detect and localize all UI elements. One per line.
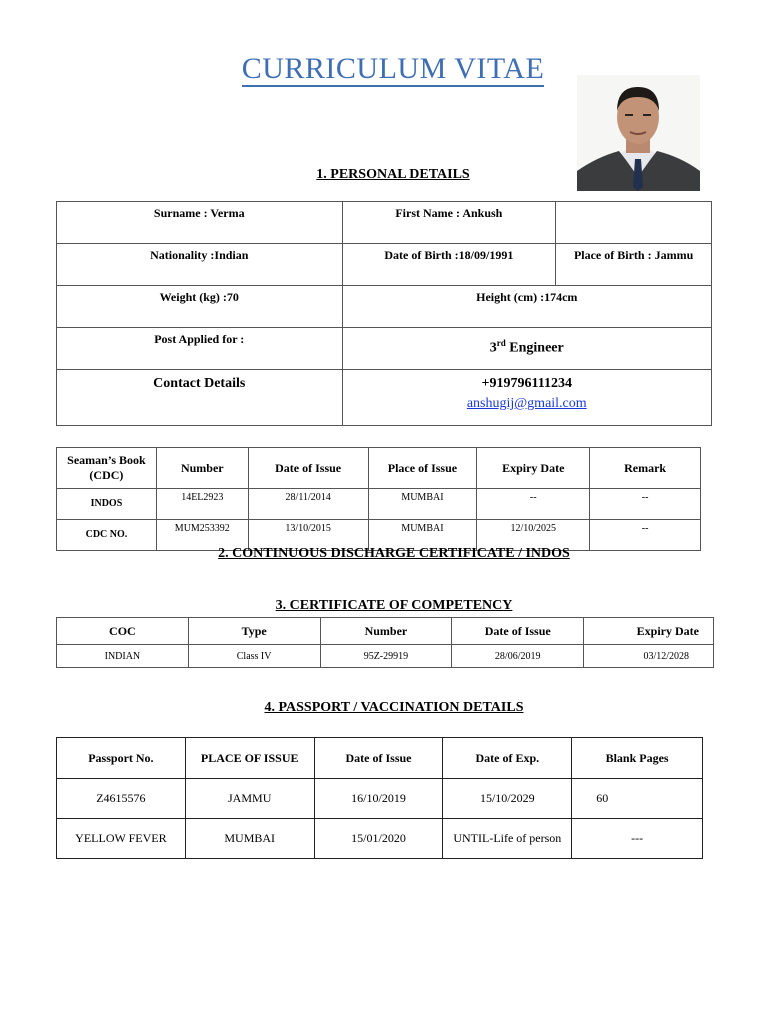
nationality-cell: Nationality :Indian (57, 244, 343, 286)
passport-cell: YELLOW FEVER (57, 819, 186, 859)
section-passport: 4. PASSPORT / VACCINATION DETAILS (264, 700, 524, 715)
passport-cell: 15/10/2029 (443, 779, 572, 819)
cdc-cell: MUM253392 (156, 520, 248, 551)
cdc-cell: -- (477, 489, 590, 520)
passport-cell: JAMMU (185, 779, 314, 819)
passport-header-cell: PLACE OF ISSUE (185, 738, 314, 779)
coc-header-cell: Date of Issue (452, 618, 584, 645)
email-link[interactable]: anshugij@gmail.com (466, 396, 587, 411)
coc-header-cell: Expiry Date (584, 618, 714, 645)
phone-number: +919796111234 (481, 376, 572, 391)
table-row (57, 489, 701, 520)
cdc-header-cell: Seaman’s Book (CDC) (57, 448, 157, 489)
table-row (57, 819, 703, 859)
first-name-cell: First Name : Ankush (342, 202, 556, 244)
surname-cell: Surname : Verma (57, 202, 343, 244)
cdc-header-cell: Place of Issue (368, 448, 477, 489)
passport-header-cell: Blank Pages (572, 738, 703, 779)
contact-label: Contact Details (57, 370, 343, 426)
coc-header-cell: COC (57, 618, 189, 645)
passport-header-cell: Date of Exp. (443, 738, 572, 779)
cdc-cell: MUMBAI (368, 520, 477, 551)
table-row (57, 779, 703, 819)
coc-cell: 95Z-29919 (320, 645, 452, 668)
cdc-cell: CDC NO. (57, 520, 157, 551)
passport-header-cell: Passport No. (57, 738, 186, 779)
cdc-header-cell: Remark (590, 448, 701, 489)
cdc-header-cell: Expiry Date (477, 448, 590, 489)
document-title: CURRICULUM VITAE (241, 52, 545, 85)
post-applied-value: 3rd Engineer (342, 328, 711, 370)
passport-cell: 15/01/2020 (314, 819, 443, 859)
pob-cell: Place of Birth : Jammu (556, 244, 712, 286)
height-cell: Height (cm) :174cm (342, 286, 711, 328)
coc-header-cell: Type (188, 618, 320, 645)
section-cdc: 2. CONTINUOUS DISCHARGE CERTIFICATE / INDOS (218, 546, 570, 561)
profile-photo (577, 75, 700, 191)
dob-cell: Date of Birth :18/09/1991 (342, 244, 556, 286)
passport-cell: UNTIL-Life of person (443, 819, 572, 859)
passport-cell: 60 (572, 779, 703, 819)
cdc-table (56, 447, 701, 551)
passport-cell: MUMBAI (185, 819, 314, 859)
cdc-cell: INDOS (57, 489, 157, 520)
passport-table (56, 737, 703, 859)
cdc-cell: 13/10/2015 (248, 520, 368, 551)
coc-header-cell: Number (320, 618, 452, 645)
personal-details-table (56, 201, 712, 426)
cdc-cell: 14EL2923 (156, 489, 248, 520)
passport-cell: Z4615576 (57, 779, 186, 819)
cdc-cell: -- (590, 489, 701, 520)
passport-cell: --- (572, 819, 703, 859)
coc-table (56, 617, 714, 668)
cdc-header-cell: Date of Issue (248, 448, 368, 489)
empty-cell (556, 202, 712, 244)
cdc-cell: MUMBAI (368, 489, 477, 520)
passport-cell: 16/10/2019 (314, 779, 443, 819)
contact-value (342, 370, 711, 426)
passport-header-cell: Date of Issue (314, 738, 443, 779)
cdc-cell: -- (590, 520, 701, 551)
section-coc: 3. CERTIFICATE OF COMPETENCY (275, 598, 513, 613)
coc-cell: Class IV (188, 645, 320, 668)
table-row (57, 645, 714, 668)
coc-cell: 28/06/2019 (452, 645, 584, 668)
cdc-header-cell: Number (156, 448, 248, 489)
weight-cell: Weight (kg) :70 (57, 286, 343, 328)
coc-cell: INDIAN (57, 645, 189, 668)
cdc-cell: 28/11/2014 (248, 489, 368, 520)
cdc-cell: 12/10/2025 (477, 520, 590, 551)
coc-cell: 03/12/2028 (584, 645, 714, 668)
section-personal-details: 1. PERSONAL DETAILS (316, 167, 470, 182)
post-applied-label: Post Applied for : (57, 328, 343, 370)
